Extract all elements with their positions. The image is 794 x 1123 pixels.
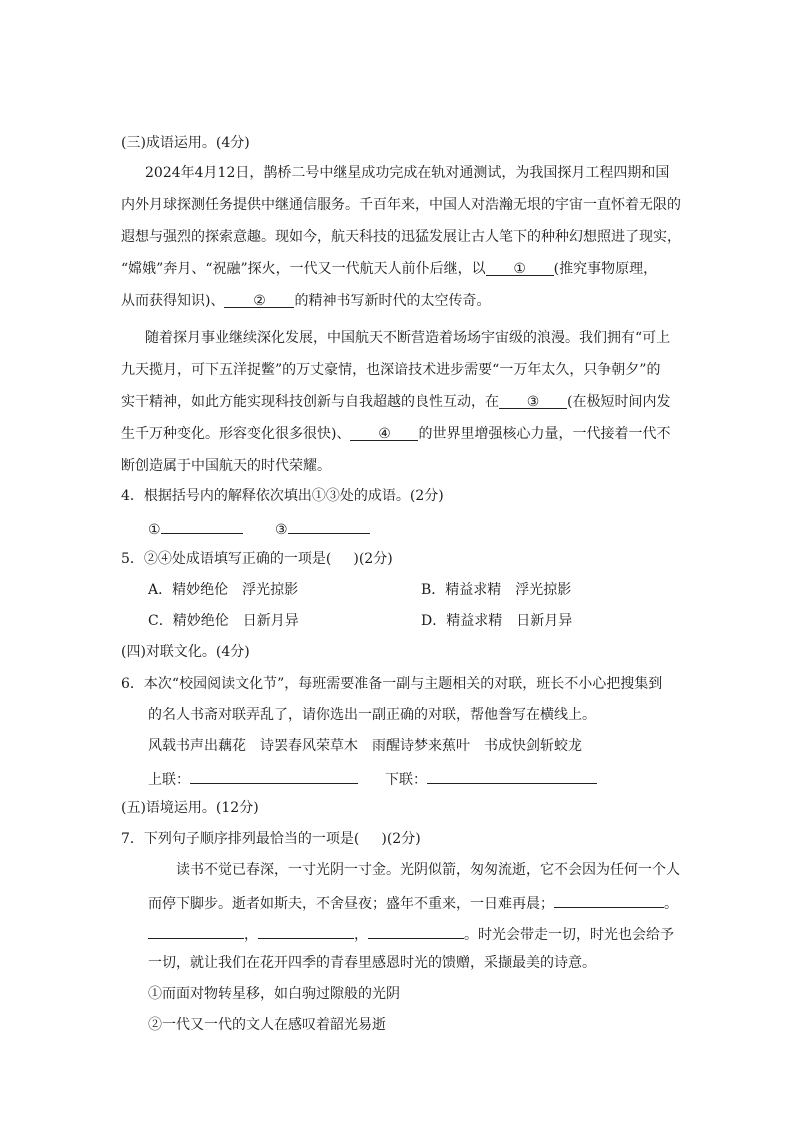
text-segment: 的世界里增强核心力量，一代接着一代不 — [418, 426, 671, 442]
upper-couplet-line — [148, 767, 358, 790]
text-segment: 5．②④处成语填写正确的一项是( — [121, 551, 332, 567]
section-heading: (五)语境运用。(12分) — [121, 800, 259, 816]
passage-line: 一切，就让我们在花开四季的青春里感恩时光的馈赠，采撷最美的诗意。 — [148, 955, 596, 971]
sentence-blank-1[interactable] — [554, 891, 664, 908]
text-segment: )(2分) — [381, 831, 421, 847]
blank-marker: ④ — [378, 426, 391, 442]
paragraph-line: 2024年4月12日，鹊桥二号中继星成功完成在轨对通测试，为我国探月工程四期和国 — [145, 165, 670, 181]
text-segment: “嫦娥”奔月、“祝融”探火，一代又一代航天人前仆后继，以 — [121, 261, 486, 277]
paragraph-line — [121, 259, 657, 279]
paragraph-line — [121, 291, 490, 311]
text-segment: 的精神书写新时代的太空传奇。 — [294, 293, 491, 309]
blank-3[interactable] — [499, 392, 567, 409]
lower-couplet-line — [385, 767, 597, 790]
text-segment: 实干精神，如此方能实现科技创新与自我超越的良性互动，在 — [121, 394, 499, 410]
answer-line-3 — [275, 517, 370, 540]
question-6-stem: 6．本次“校园阅读文化节”，每班需要准备一副与主题相关的对联，班长不小心把搜集到 — [121, 676, 663, 692]
blank-marker: ① — [513, 261, 526, 277]
answer-field-3[interactable] — [288, 517, 370, 534]
text-segment: ， — [244, 927, 258, 943]
paragraph-line: 九天揽月，可下五洋捉鳖”的万丈豪情，也深谙技术进步需要“一万年太久，只争朝夕”的 — [121, 362, 661, 378]
answer-label: ③ — [275, 522, 288, 538]
sentence-blank-2[interactable] — [148, 922, 244, 939]
text-segment: 而停下脚步。逝者如斯夫，不舍昼夜；盛年不重来，一日难再晨； — [148, 896, 554, 912]
blank-marker: ③ — [526, 394, 540, 410]
option-d[interactable]: D．精益求精 日新月异 — [421, 613, 573, 629]
paragraph-line: 内外月球探测任务提供中继通信服务。千百年来，中国人对浩瀚无垠的宇宙一直怀着无限的 — [121, 197, 681, 213]
option-b[interactable]: B．精益求精 浮光掠影 — [421, 582, 572, 598]
passage-line — [148, 891, 678, 914]
text-segment: (在极短时间内发 — [567, 394, 671, 410]
paragraph-line — [121, 392, 670, 412]
lower-label: 下联： — [385, 772, 427, 788]
couplet-phrases: 风载书声出藕花 诗罢春风荣草木 雨醒诗梦来蕉叶 书成快剑斩蛟龙 — [148, 738, 582, 754]
paragraph-line: 遐想与强烈的探索意趣。现如今，航天科技的迅猛发展让古人笔下的种种幻想照进了现实， — [121, 229, 681, 245]
text-segment: (推究事物原理， — [553, 261, 658, 277]
blank-1[interactable] — [486, 259, 554, 276]
question-7-stem — [121, 829, 421, 849]
blank-2[interactable] — [224, 291, 294, 308]
text-segment: 。时光会带走一切，时光也会给予 — [464, 927, 674, 943]
passage-line: 读书不觉已春深，一寸光阴一寸金。光阴似箭，匆匆流逝，它不会因为任何一个人 — [176, 862, 680, 878]
paragraph-line: 断创造属于中国航天的时代荣耀。 — [121, 458, 331, 474]
paragraph-line — [121, 424, 670, 444]
blank-marker: ② — [253, 293, 266, 309]
section-heading: (四)对联文化。(4分) — [121, 644, 250, 660]
upper-label: 上联： — [148, 772, 190, 788]
answer-label: ① — [148, 522, 161, 538]
text-segment: ， — [354, 927, 368, 943]
option-a[interactable]: A．精妙绝伦 浮光掠影 — [148, 582, 299, 598]
upper-couplet-field[interactable] — [190, 767, 358, 784]
paragraph-line: 随着探月事业继续深化发展，中国航天不断营造着场场宇宙级的浪漫。我们拥有“可上 — [145, 330, 671, 346]
passage-line — [148, 922, 674, 945]
sentence-item-2: ②一代又一代的文人在感叹着韶光易逝 — [148, 1017, 386, 1033]
sentence-blank-4[interactable] — [368, 922, 464, 939]
sentence-blank-3[interactable] — [258, 922, 354, 939]
question-5-stem — [121, 549, 393, 569]
sentence-item-1: ①而面对物转星移，如白驹过隙般的光阴 — [148, 986, 400, 1002]
answer-field-1[interactable] — [161, 517, 243, 534]
text-segment: 生千万种变化。形容变化很多很快)、 — [121, 426, 351, 442]
option-c[interactable]: C．精妙绝伦 日新月异 — [148, 613, 299, 629]
answer-line-1 — [148, 517, 243, 540]
text-segment: 7．下列句子顺序排列最恰当的一项是( — [121, 831, 360, 847]
question-4-stem: 4．根据括号内的解释依次填出①③处的成语。(2分) — [121, 488, 444, 504]
text-segment: )(2分) — [353, 551, 393, 567]
blank-4[interactable] — [350, 424, 418, 441]
question-6-stem: 的名人书斋对联弄乱了，请你选出一副正确的对联，帮他誊写在横线上。 — [148, 707, 596, 723]
text-segment: 。 — [664, 896, 678, 912]
section-heading: (三)成语运用。(4分) — [121, 135, 250, 151]
text-segment: 从而获得知识)、 — [121, 293, 225, 309]
lower-couplet-field[interactable] — [427, 767, 597, 784]
